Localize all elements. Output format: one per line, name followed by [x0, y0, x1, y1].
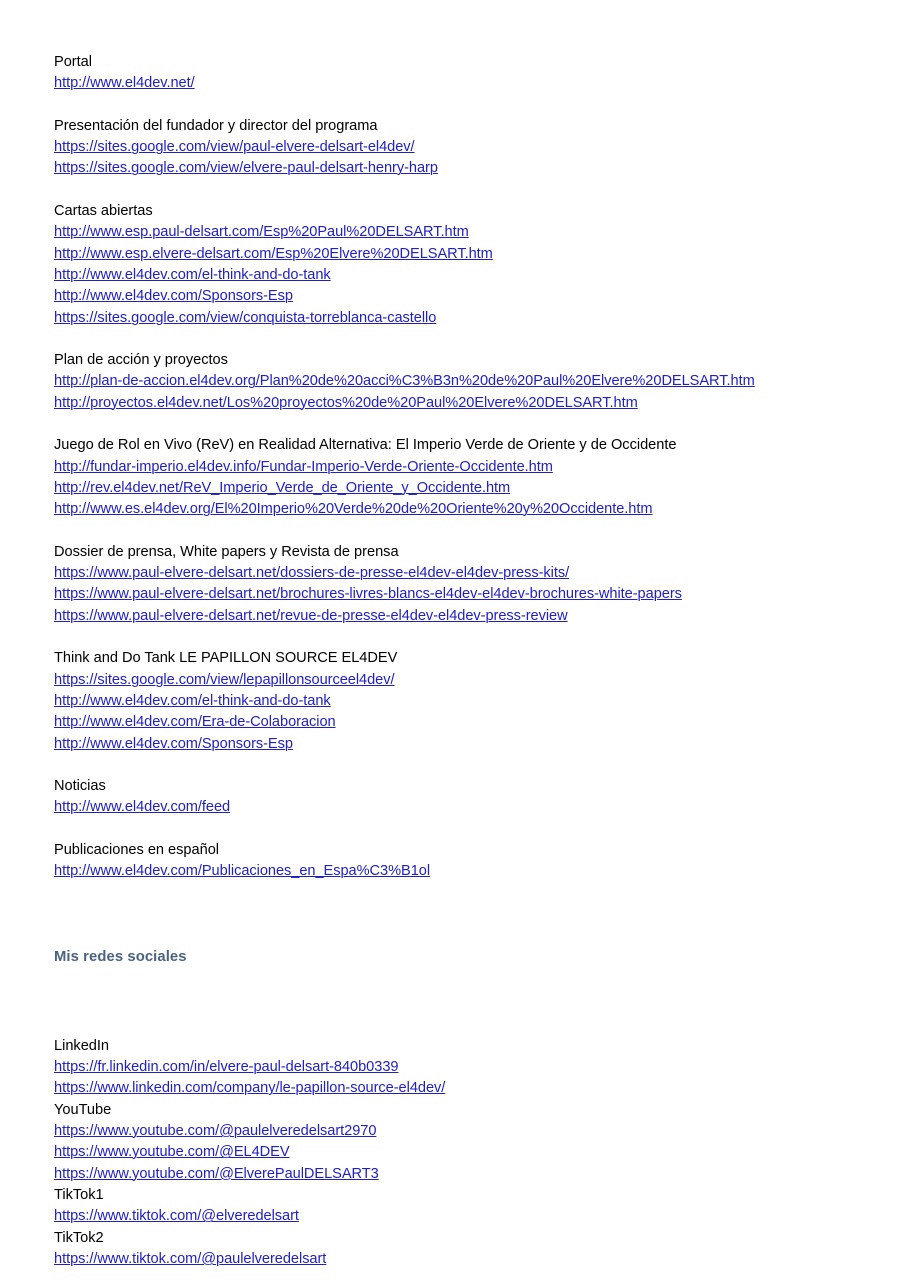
paragraph-spacer — [54, 521, 855, 542]
social-title: LinkedIn — [54, 1037, 110, 1054]
link-line — [54, 308, 855, 329]
section-title: Plan de acción y proyectos — [54, 352, 228, 369]
document-body — [54, 52, 855, 1270]
hyperlink-dossier-de-prensa-1[interactable]: https://www.paul-elvere-delsart.net/dossiers-de-presse-el4dev-el4dev-press-kits/ — [54, 565, 570, 582]
social-title: TikTok1 — [54, 1186, 104, 1203]
link-line — [54, 1121, 855, 1142]
section-title: Presentación del fundador y director del programa — [54, 117, 378, 134]
hyperlink-dossier-de-prensa-3[interactable]: https://www.paul-elvere-delsart.net/revue-de-presse-el4dev-el4dev-press-review — [54, 607, 568, 624]
hyperlink-juego-de-rol-2[interactable]: http://rev.el4dev.net/ReV_Imperio_Verde_de_Oriente_y_Occidente.htm — [54, 479, 511, 496]
section-title: Juego de Rol en Vivo (ReV) en Realidad Alternativa: El Imperio Verde de Oriente y de Occidente — [54, 437, 677, 454]
social-section-heading: Mis redes sociales — [54, 948, 187, 965]
link-line — [54, 1078, 855, 1099]
hyperlink-youtube-2[interactable]: https://www.youtube.com/@EL4DEV — [54, 1144, 290, 1161]
link-line — [54, 670, 855, 691]
link-line — [54, 393, 855, 414]
link-line — [54, 137, 855, 158]
link-line — [54, 861, 855, 882]
hyperlink-cartas-abiertas-3[interactable]: http://www.el4dev.com/el-think-and-do-tank — [54, 266, 331, 283]
section-title: Cartas abiertas — [54, 203, 153, 220]
section-title: Think and Do Tank LE PAPILLON SOURCE EL4DEV — [54, 650, 398, 667]
link-line — [54, 499, 855, 520]
hyperlink-think-and-do-tank-1[interactable]: https://sites.google.com/view/lepapillonsourceel4dev/ — [54, 671, 395, 688]
link-line — [54, 1249, 855, 1270]
hyperlink-youtube-1[interactable]: https://www.youtube.com/@paulelveredelsart2970 — [54, 1123, 377, 1140]
hyperlink-juego-de-rol-3[interactable]: http://www.es.el4dev.org/El%20Imperio%20Verde%20de%20Oriente%20y%20Occidente.htm — [54, 501, 653, 518]
section-title: Portal — [54, 54, 93, 70]
link-line — [54, 457, 855, 478]
link-line — [54, 286, 855, 307]
hyperlink-youtube-3[interactable]: https://www.youtube.com/@ElverePaulDELSART3 — [54, 1165, 379, 1182]
link-line — [54, 265, 855, 286]
hyperlink-linkedin-2[interactable]: https://www.linkedin.com/company/le-papillon-source-el4dev/ — [54, 1080, 446, 1097]
link-line — [54, 1206, 855, 1227]
hyperlink-think-and-do-tank-3[interactable]: http://www.el4dev.com/Era-de-Colaboracion — [54, 714, 336, 731]
hyperlink-portal-1[interactable]: http://www.el4dev.net/ — [54, 75, 195, 92]
hyperlink-think-and-do-tank-4[interactable]: http://www.el4dev.com/Sponsors-Esp — [54, 735, 293, 752]
link-line — [54, 158, 855, 179]
hyperlink-cartas-abiertas-4[interactable]: http://www.el4dev.com/Sponsors-Esp — [54, 288, 293, 305]
hyperlink-cartas-abiertas-1[interactable]: http://www.esp.paul-delsart.com/Esp%20Paul%20DELSART.htm — [54, 224, 469, 241]
link-line — [54, 797, 855, 818]
link-line — [54, 584, 855, 605]
link-line — [54, 222, 855, 243]
section-title: Dossier de prensa, White papers y Revista de prensa — [54, 543, 399, 560]
spacer-before-social-heading — [54, 883, 855, 947]
spacer-after-social-heading — [54, 968, 855, 1036]
hyperlink-think-and-do-tank-2[interactable]: http://www.el4dev.com/el-think-and-do-tank — [54, 692, 331, 709]
paragraph-spacer — [54, 627, 855, 648]
hyperlink-presentacion-1[interactable]: https://sites.google.com/view/paul-elvere-delsart-el4dev/ — [54, 139, 415, 156]
hyperlink-tiktok1-1[interactable]: https://www.tiktok.com/@elveredelsart — [54, 1208, 299, 1225]
section-title: Noticias — [54, 778, 106, 795]
paragraph-spacer — [54, 329, 855, 350]
link-line — [54, 244, 855, 265]
link-line — [54, 712, 855, 733]
hyperlink-noticias-1[interactable]: http://www.el4dev.com/feed — [54, 799, 231, 816]
paragraph-spacer — [54, 819, 855, 840]
hyperlink-presentacion-2[interactable]: https://sites.google.com/view/elvere-paul-delsart-henry-harp — [54, 160, 438, 177]
paragraph-spacer — [54, 755, 855, 776]
link-line — [54, 478, 855, 499]
link-line — [54, 691, 855, 712]
link-line — [54, 1142, 855, 1163]
link-line — [54, 606, 855, 627]
hyperlink-linkedin-1[interactable]: https://fr.linkedin.com/in/elvere-paul-delsart-840b0339 — [54, 1059, 399, 1076]
paragraph-spacer — [54, 95, 855, 116]
hyperlink-cartas-abiertas-5[interactable]: https://sites.google.com/view/conquista-torreblanca-castello — [54, 309, 437, 326]
hyperlink-cartas-abiertas-2[interactable]: http://www.esp.elvere-delsart.com/Esp%20Elvere%20DELSART.htm — [54, 245, 493, 262]
link-line — [54, 73, 855, 94]
paragraph-spacer — [54, 180, 855, 201]
social-title: YouTube — [54, 1101, 112, 1118]
link-sections-container — [54, 52, 855, 883]
social-title: TikTok2 — [54, 1229, 104, 1246]
link-line — [54, 1164, 855, 1185]
social-groups-container — [54, 1036, 855, 1270]
link-line — [54, 734, 855, 755]
hyperlink-juego-de-rol-1[interactable]: http://fundar-imperio.el4dev.info/Fundar-Imperio-Verde-Oriente-Occidente.htm — [54, 458, 553, 475]
link-line — [54, 563, 855, 584]
hyperlink-tiktok2-1[interactable]: https://www.tiktok.com/@paulelveredelsart — [54, 1250, 327, 1267]
link-line — [54, 1057, 855, 1078]
link-line — [54, 371, 855, 392]
paragraph-spacer — [54, 414, 855, 435]
section-title: Publicaciones en español — [54, 841, 220, 858]
hyperlink-publicaciones-1[interactable]: http://www.el4dev.com/Publicaciones_en_Espa%C3%B1ol — [54, 863, 431, 880]
hyperlink-plan-de-accion-1[interactable]: http://plan-de-accion.el4dev.org/Plan%20de%20acci%C3%B3n%20de%20Paul%20Elvere%20DELSART.htm — [54, 373, 755, 390]
hyperlink-dossier-de-prensa-2[interactable]: https://www.paul-elvere-delsart.net/brochures-livres-blancs-el4dev-el4dev-brochures-white-papers — [54, 586, 682, 603]
hyperlink-plan-de-accion-2[interactable]: http://proyectos.el4dev.net/Los%20proyectos%20de%20Paul%20Elvere%20DELSART.htm — [54, 394, 638, 411]
